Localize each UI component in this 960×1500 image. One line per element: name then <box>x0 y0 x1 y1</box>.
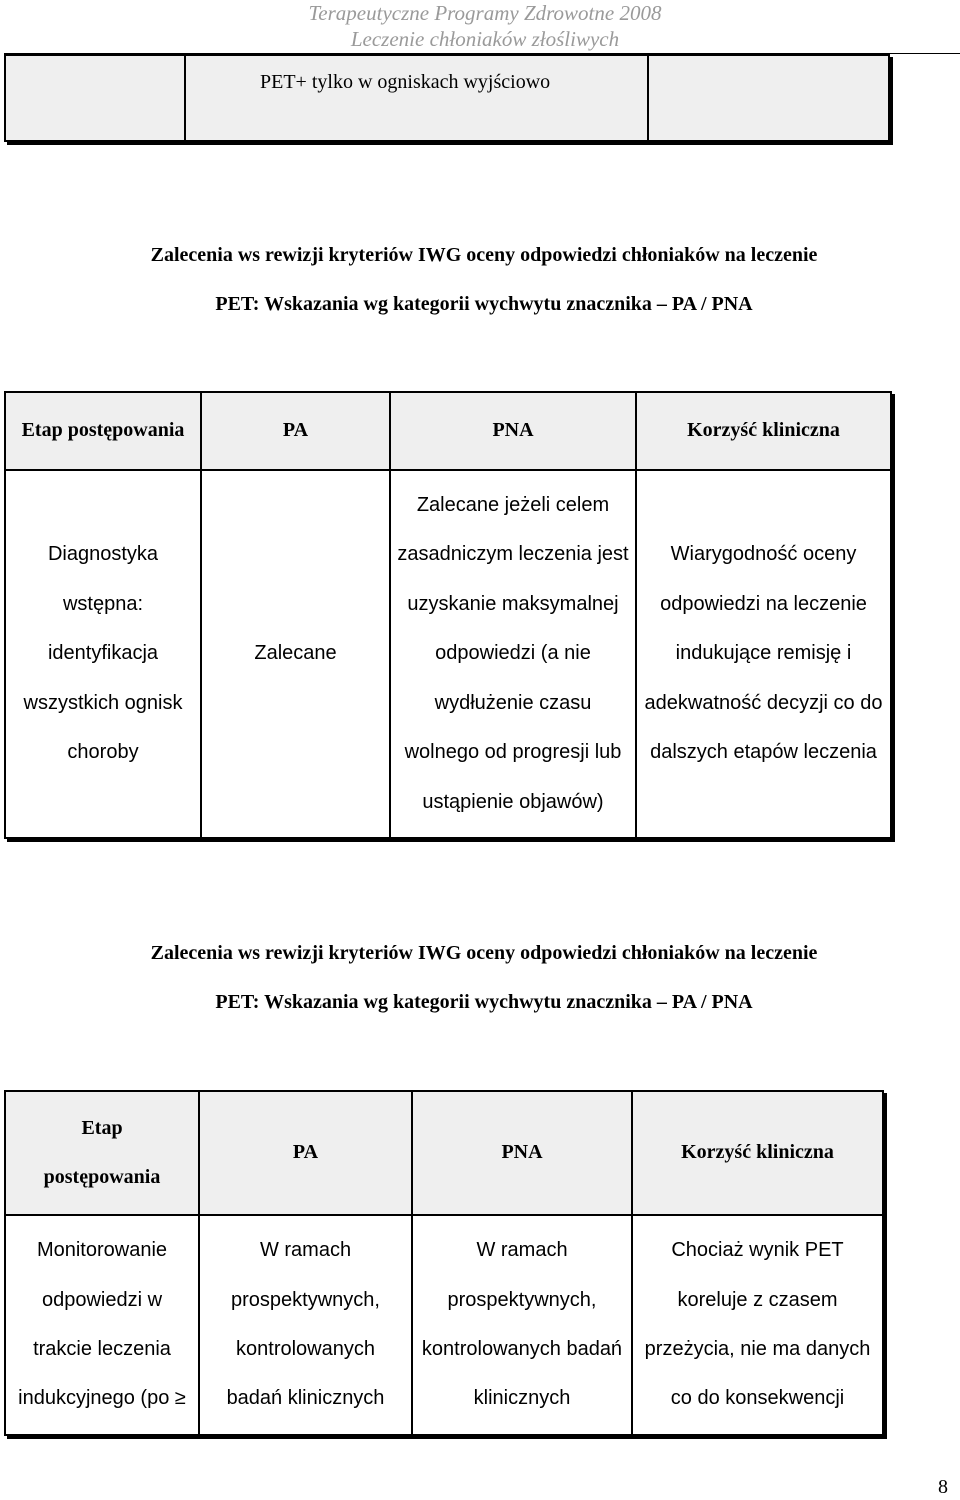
cell-line: identyfikacja <box>47 642 159 665</box>
cell-line: wstępna: <box>62 592 144 615</box>
cell-line: Zalecane jeżeli celem <box>416 494 610 517</box>
header-cell-pna: PNA <box>412 1091 632 1215</box>
cell-line: odpowiedzi na leczenie <box>660 592 867 615</box>
section1-title: Zalecenia ws rewizji kryteriów IWG oceny odpowiedzi chłoniaków na leczenie <box>150 244 818 266</box>
cell-line: wydłużenie czasu <box>434 691 592 714</box>
cell-line: koreluje z czasem <box>677 1288 838 1311</box>
cell-korzysc <box>632 1215 883 1435</box>
continuation-table <box>4 54 890 142</box>
cell-line: prospektywnych, <box>447 1288 597 1311</box>
cell-pna <box>390 470 636 838</box>
cell-pa <box>199 1215 412 1435</box>
running-header-subtitle: Leczenie chłoniaków złośliwych <box>350 27 620 51</box>
cell-line: trakcie leczenia <box>33 1338 171 1360</box>
cell-pna <box>412 1215 632 1435</box>
header-cell-korzysc: Korzyść kliniczna <box>636 392 891 470</box>
section2-subtitle: PET: Wskazania wg kategorii wychwytu znacznika – PA / PNA <box>215 991 753 1013</box>
cell-line: indukujące remisję i <box>675 642 852 665</box>
header-cell-korzysc: Korzyść kliniczna <box>632 1091 883 1215</box>
cell-line: Diagnostyka <box>47 543 159 566</box>
cell-line: indukcyjnego (po ≥ <box>18 1387 186 1410</box>
header-cell-etap <box>5 1091 199 1215</box>
cell-line: postępowania <box>43 1166 161 1188</box>
cell-line: Etap <box>81 1116 123 1139</box>
cell-line: choroby <box>67 741 139 764</box>
header-cell-pna: PNA <box>390 392 636 470</box>
cell-line: zasadniczym leczenia jest <box>397 543 629 566</box>
cell-line: odpowiedzi w <box>41 1288 163 1311</box>
cell-etap <box>5 1215 199 1435</box>
cell-line: co do konsekwencji <box>670 1387 845 1410</box>
page-number: 8 <box>938 1476 948 1498</box>
cell-line: wszystkich ognisk <box>23 691 183 714</box>
header-cell-pa: PA <box>201 392 390 470</box>
table-cell: PET+ tylko w ogniskach wyjściowo <box>185 55 648 141</box>
cell-korzysc <box>636 470 891 838</box>
cell-line: przeżycia, nie ma danych <box>644 1338 871 1360</box>
cell-line: W ramach <box>259 1239 352 1262</box>
cell-line: kontrolowanych <box>236 1338 375 1360</box>
cell-line: dalszych etapów leczenia <box>650 741 877 764</box>
header-cell-pa: PA <box>199 1091 412 1215</box>
cell-line: klinicznych <box>473 1387 571 1410</box>
cell-line: prospektywnych, <box>231 1288 380 1311</box>
section2-table <box>4 1090 884 1436</box>
cell-line: badań klinicznych <box>226 1387 385 1410</box>
cell-line: Monitorowanie <box>36 1239 168 1262</box>
cell-line: Chociaż wynik PET <box>671 1239 844 1262</box>
cell-line: Wiarygodność oceny <box>670 543 857 566</box>
section2-title: Zalecenia ws rewizji kryteriów IWG oceny odpowiedzi chłoniaków na leczenie <box>150 942 818 964</box>
cell-line: wolnego od progresji lub <box>404 741 622 764</box>
cell-line: odpowiedzi (a nie <box>435 642 591 665</box>
cell-etap <box>5 470 201 838</box>
empty-cell <box>648 55 889 141</box>
running-header-title: Terapeutyczne Programy Zdrowotne 2008 <box>308 1 662 25</box>
header-cell-etap: Etap postępowania <box>5 392 201 470</box>
cell-line: adekwatność decyzji co do <box>644 691 883 714</box>
cell-line: uzyskanie maksymalnej <box>407 592 619 615</box>
empty-cell <box>5 55 185 141</box>
section1-table <box>4 391 892 839</box>
cell-pa: Zalecane <box>201 470 390 838</box>
section1-subtitle: PET: Wskazania wg kategorii wychwytu znacznika – PA / PNA <box>215 293 753 315</box>
cell-line: W ramach <box>476 1239 568 1262</box>
cell-line: ustąpienie objawów) <box>422 790 604 813</box>
cell-line: kontrolowanych badań <box>421 1338 623 1360</box>
